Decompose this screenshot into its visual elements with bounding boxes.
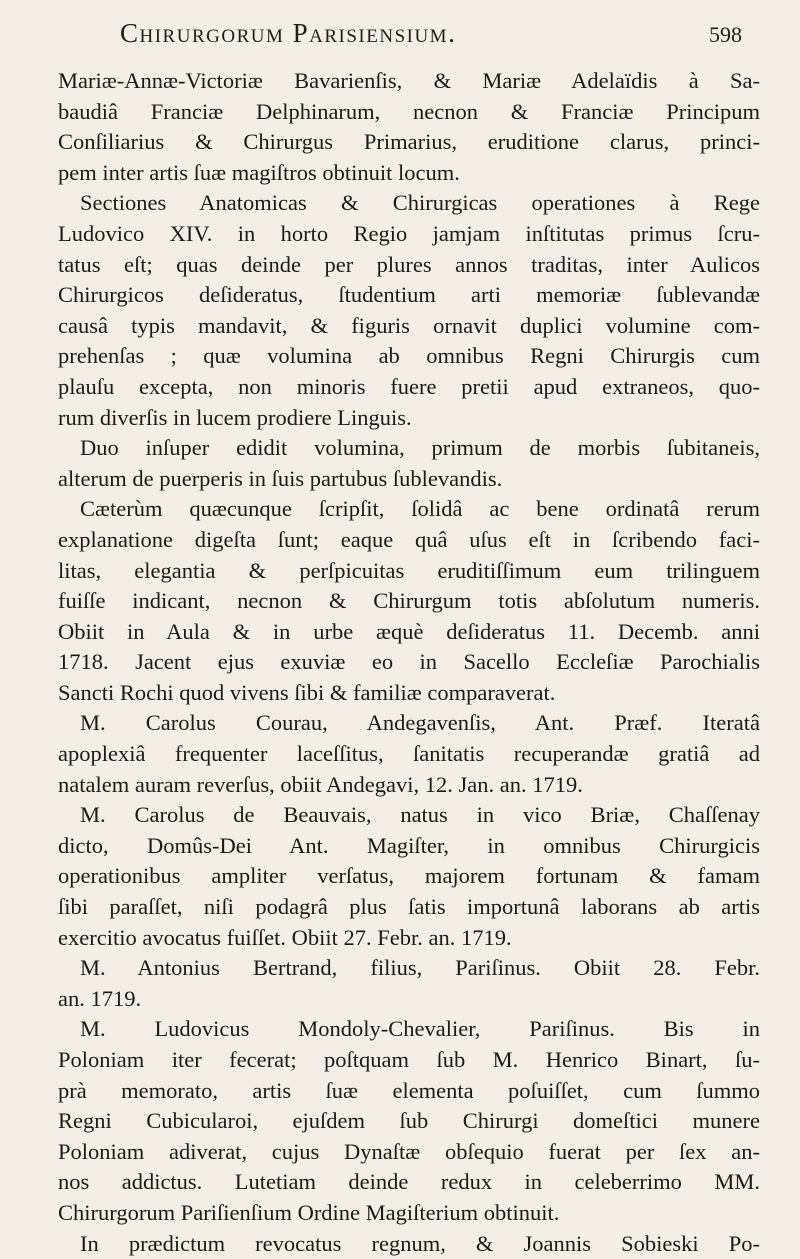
text-line: Mariæ-Annæ-Victoriæ Bavarienſis, & Mariæ Adelaïdis à Sa-: [58, 68, 760, 93]
running-title: Chirurgorum Parisiensium.: [120, 18, 457, 48]
text-line: M. Carolus de Beauvais, natus in vico Briæ, Chaſſenay: [80, 802, 760, 828]
text-line: apoplexiâ frequenter laceſſitus, ſanitatis recuperandæ gratiâ ad: [58, 741, 760, 767]
text-line: rum diverſis in lucem prodiere Linguis.: [58, 404, 412, 430]
text-line: plauſu excepta, non minoris fuere pretii apud extraneos, quo-: [58, 373, 760, 399]
text-line: litas, elegantia & perſpicuitas eruditiſſimum eum trilinguem: [58, 557, 760, 583]
text-line: Chirurgorum Pariſienſium Ordine Magiſterium obtinuit.: [58, 1199, 560, 1225]
text-line: prehenſas ; quæ volumina ab omnibus Regni Chirurgis cum: [58, 343, 760, 369]
text-line: Chirurgicos deſideratus, ſtudentium arti memoriæ ſublevandæ: [58, 282, 760, 308]
text-line: Conſiliarius & Chirurgus Primarius, eruditione clarus, princi-: [58, 129, 760, 155]
text-line: fuiſſe indicant, necnon & Chirurgum totis abſolutum numeris.: [58, 588, 760, 614]
text-line: causâ typis mandavit, & figuris ornavit duplici volumine com-: [58, 312, 760, 338]
text-line: 1718. Jacent ejus exuviæ eo in Sacello Eccleſiæ Parochialis: [58, 649, 760, 675]
text-line: alterum de puerperis in ſuis partubus ſublevandis.: [58, 465, 503, 491]
text-line: Poloniam iter fecerat; poſtquam ſub M. Henrico Binart, ſu-: [58, 1047, 760, 1072]
text-line: Sancti Rochi quod vivens ſibi & familiæ comparaverat.: [58, 679, 556, 705]
running-head: [58, 18, 760, 62]
page-number: 598: [709, 22, 742, 47]
text-line: tatus eſt; quas deinde per plures annos traditas, inter Aulicos: [58, 251, 760, 277]
text-line: pem inter artis ſuæ magiſtros obtinuit locum.: [58, 159, 460, 185]
text-line: dicto, Domûs-Dei Ant. Magiſter, in omnibus Chirurgicis: [58, 832, 760, 858]
text-line: Poloniam adiverat, cujus Dynaſtæ obſequio fuerat per ſex an-: [58, 1138, 760, 1164]
text-line: Cæterùm quæcunque ſcripſit, ſolidâ ac bene ordinatâ rerum: [80, 496, 760, 522]
text-line: prà memorato, artis ſuæ elementa poſuiſſet, cum ſummo: [58, 1077, 760, 1103]
text-line: Duo inſuper edidit volumina, primum de morbis ſubitaneis,: [80, 435, 760, 461]
text-line: Sectiones Anatomicas & Chirurgicas operationes à Rege: [80, 190, 760, 216]
body-text: [58, 66, 760, 1259]
text-line: exercitio avocatus fuiſſet. Obiit 27. Febr. an. 1719.: [58, 924, 512, 950]
text-line: Obiit in Aula & in urbe æquè deſideratus 11. Decemb. anni: [58, 618, 760, 644]
text-line: M. Antonius Bertrand, filius, Pariſinus. Obiit 28. Febr.: [80, 955, 760, 981]
text-line: operationibus ampliter verſatus, majorem fortunam & famam: [58, 863, 760, 889]
text-line: M. Carolus Courau, Andegavenſis, Ant. Præf. Iteratâ: [80, 710, 760, 736]
text-line: an. 1719.: [58, 985, 142, 1011]
text-line: nos addictus. Lutetiam deinde redux in celeberrimo MM.: [58, 1169, 760, 1195]
text-line: M. Ludovicus Mondoly-Chevalier, Pariſinus. Bis in: [80, 1016, 760, 1042]
text-line: baudiâ Franciæ Delphinarum, necnon & Franciæ Principum: [58, 98, 760, 124]
text-line: Regni Cubicularoi, ejuſdem ſub Chirurgi domeſtici munere: [58, 1108, 760, 1134]
text-line: In prædictum revocatus regnum, & Joannis Sobieski Po-: [80, 1230, 760, 1256]
text-line: explanatione digeſta ſunt; eaque quâ uſus eſt in ſcribendo faci-: [58, 526, 760, 552]
text-line: ſibi paraſſet, niſi podagrâ plus ſatis importunâ laborans ab artis: [58, 894, 760, 920]
text-line: natalem auram reverſus, obiit Andegavi, 12. Jan. an. 1719.: [58, 771, 583, 797]
text-line: Ludovico XIV. in horto Regio jamjam inſtitutas primus ſcru-: [58, 220, 760, 246]
